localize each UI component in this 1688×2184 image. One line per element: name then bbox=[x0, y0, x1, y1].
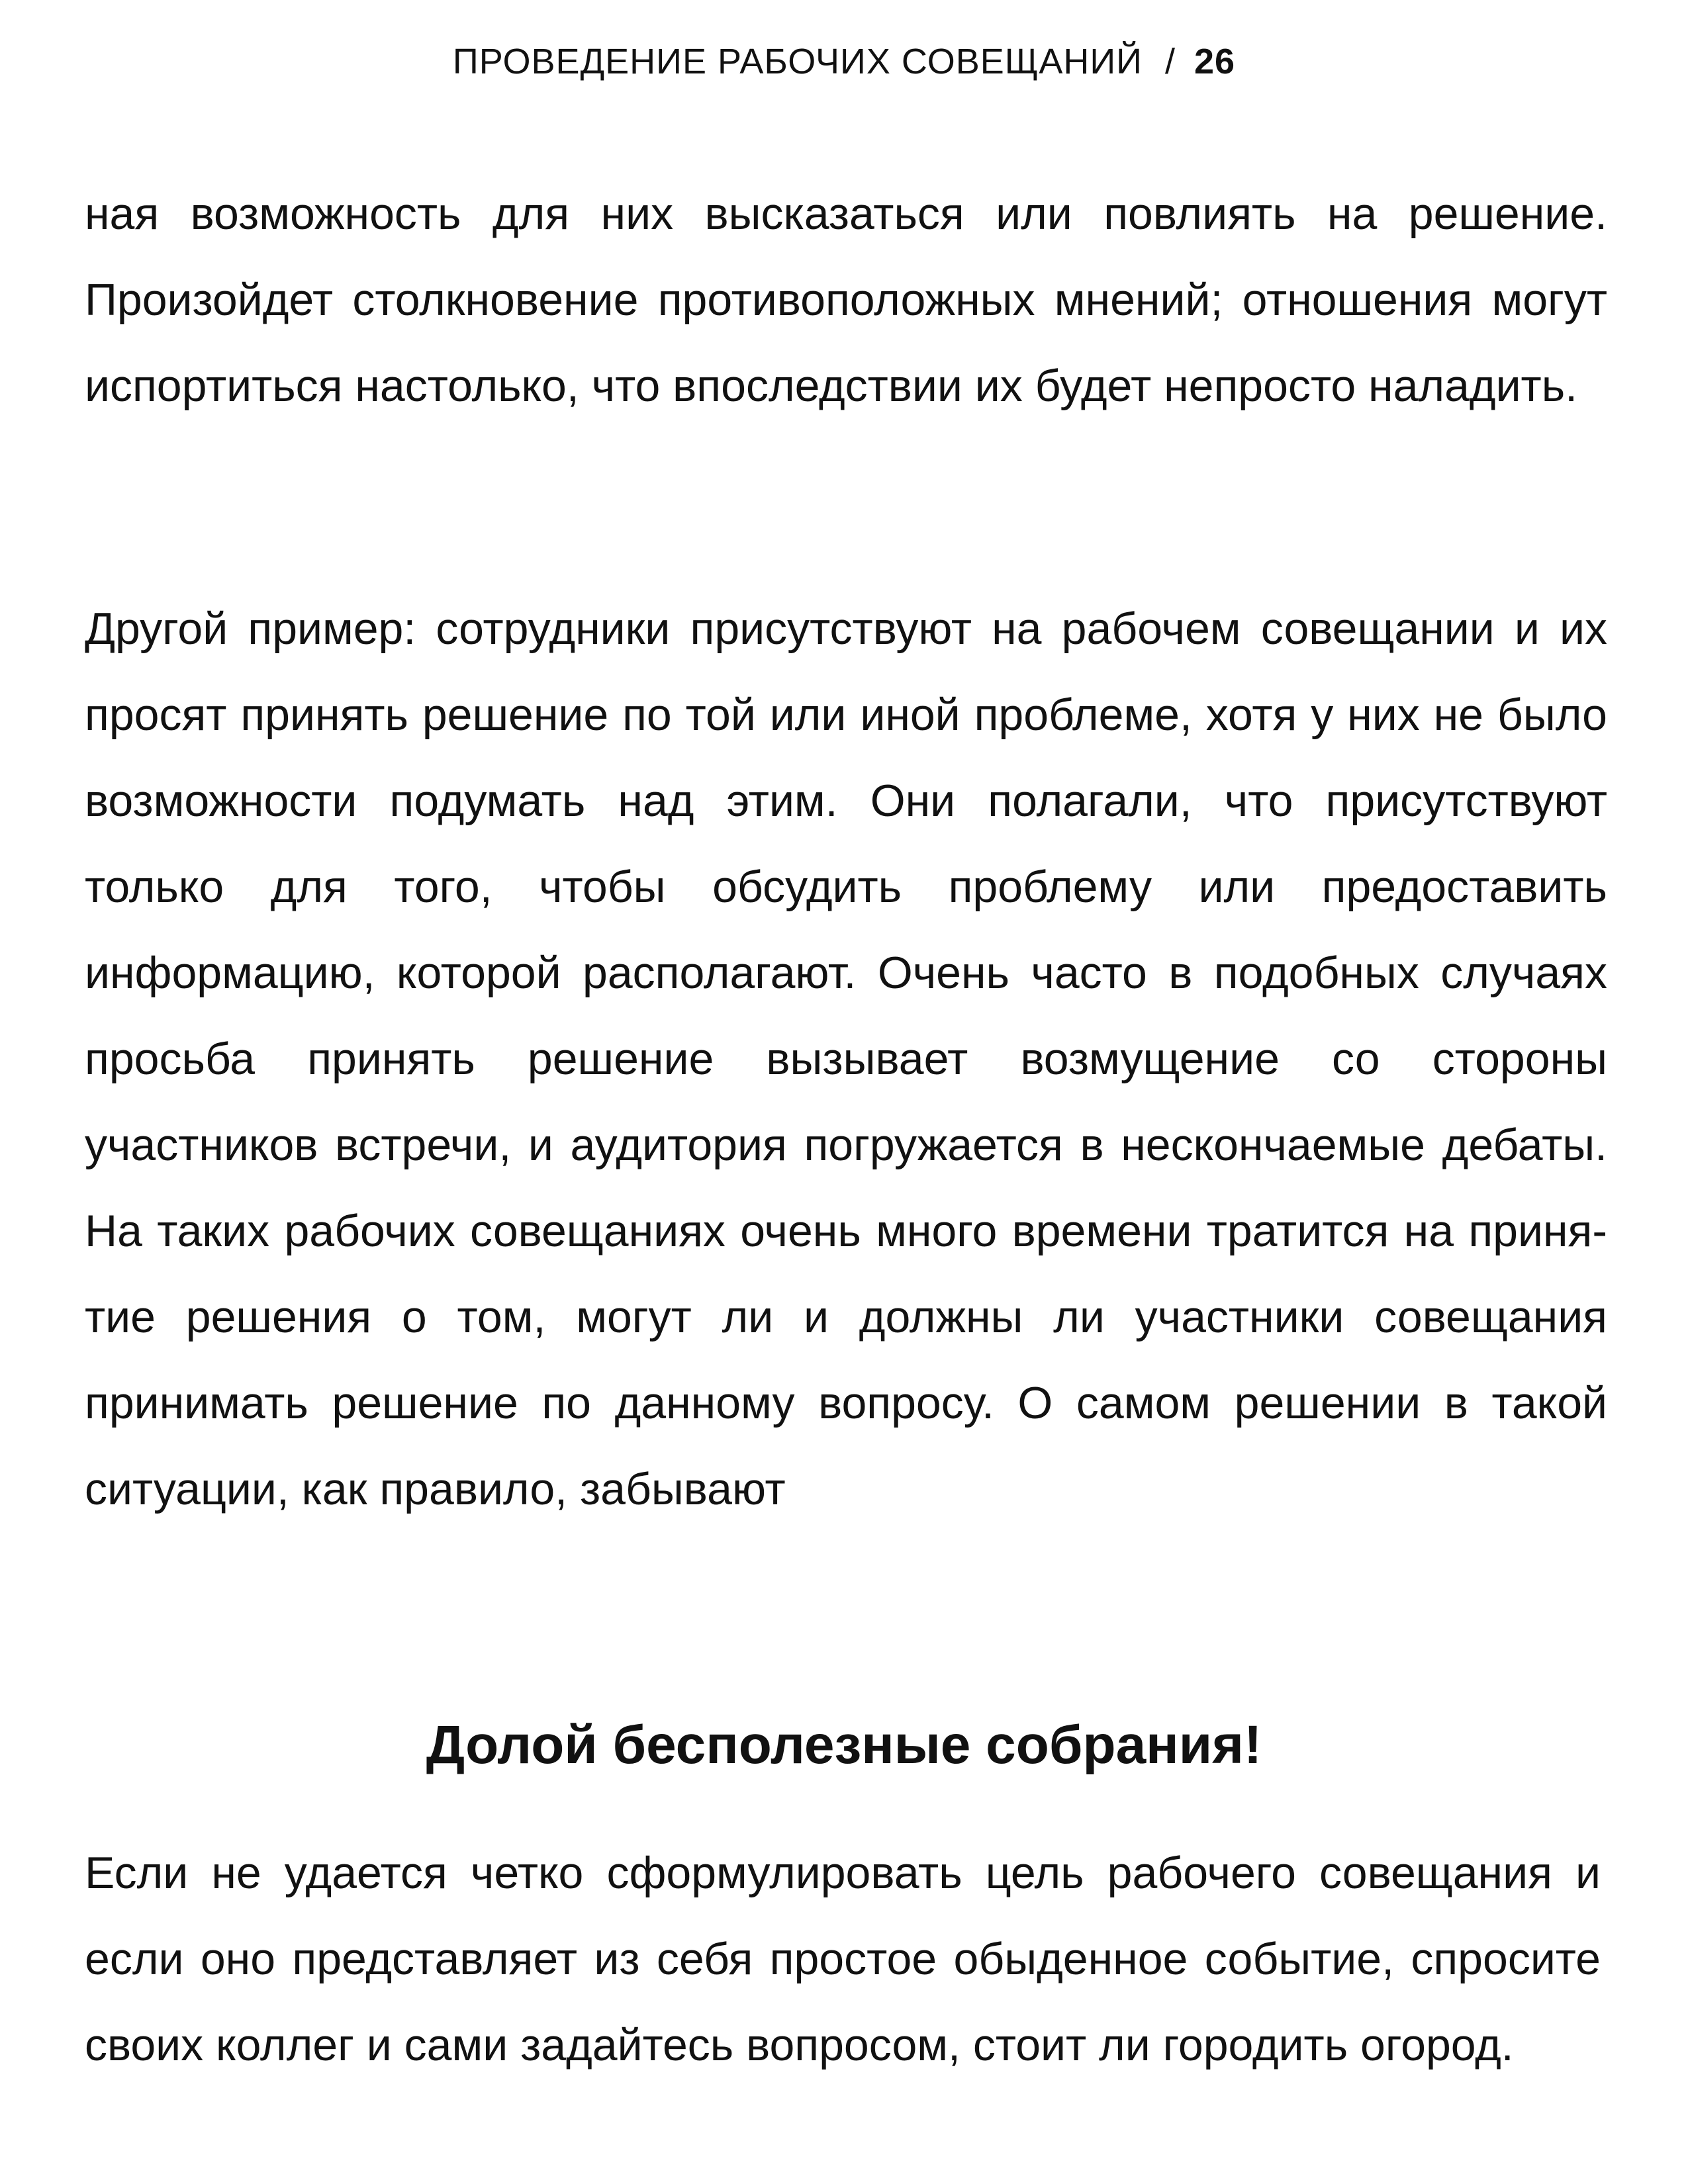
header-separator: / bbox=[1165, 42, 1176, 81]
section-heading: Долой бесполезные собрания! bbox=[426, 1715, 1262, 1775]
header-title: ПРОВЕДЕНИЕ РАБОЧИХ СОВЕЩАНИЙ bbox=[452, 42, 1143, 81]
paragraph-continuation: ная возможность для них высказаться или повлиять на решение. Произойдет столкновение противоположных мнений; отношения могут испортиться настолько, что впоследствии их будет непросто наладить. bbox=[85, 189, 1607, 411]
running-header bbox=[0, 41, 1688, 82]
paragraph-example: Другой пример: сотрудники присутствуют на рабочем совещании и их просят принять решение по той или иной проблеме, хотя у них не было возможности подумать над этим. Они полагали, что присутствуют только для того, чтобы обсудить проблему или предоставить информацию, которой располагают. Очень часто в подобных случаях просьба принять решение вызывает возмущение со стороны участников встречи, и аудитория погружается в нескончаемые дебаты. На таких рабочих совещаниях очень много времени тратится на принятие решения о том, могут ли и должны ли участники совещания принимать решение по данному вопросу. О самом решении в такой ситуации, как правило, забывают bbox=[85, 604, 1607, 1514]
page-number: 26 bbox=[1194, 42, 1236, 81]
paragraph-advice: Если не удается четко сформулировать цель рабочего совещания и если оно представляет из себя простое обыденное событие, спросите своих коллег и сами задайтесь вопросом, стоит ли городить огород. bbox=[85, 1848, 1601, 2070]
